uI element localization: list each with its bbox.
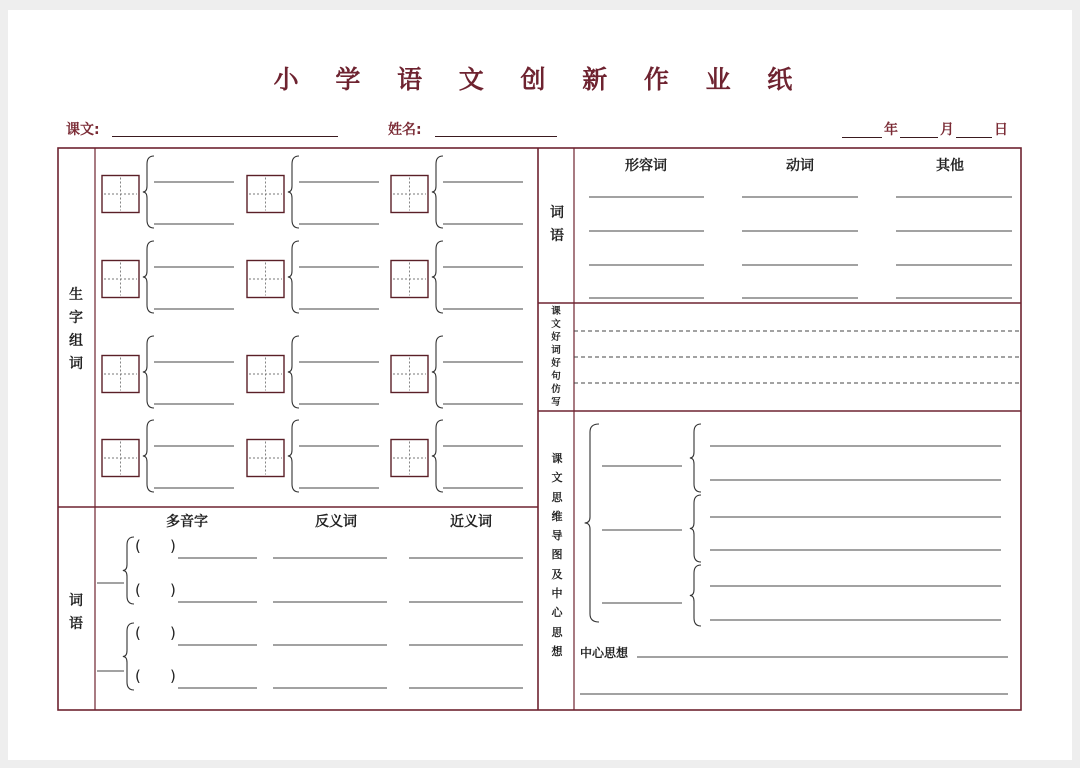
lesson-label: 课文: — [66, 122, 100, 138]
bracket-close: ) — [170, 667, 176, 685]
year-label: 年 — [884, 122, 898, 138]
month-label: 月 — [940, 122, 954, 138]
section-label-new-characters: 生 字 组 词 — [69, 287, 83, 372]
page-title: 小 学 语 文 创 新 作 业 纸 — [273, 65, 807, 94]
section-label-mind-map: 课 文 思 维 导 图 及 中 心 思 想 — [551, 452, 563, 658]
curly-brace — [143, 336, 154, 408]
bracket-open: ( — [135, 624, 141, 642]
curly-brace — [143, 420, 154, 492]
curly-brace — [690, 565, 701, 626]
bracket-close: ) — [170, 581, 176, 599]
col-adjective: 形容词 — [625, 158, 667, 174]
name-label: 姓名: — [388, 122, 422, 138]
curly-brace — [432, 156, 443, 228]
curly-brace — [123, 623, 134, 690]
col-verb: 动词 — [786, 158, 814, 174]
curly-brace — [288, 336, 299, 408]
curly-brace — [432, 336, 443, 408]
curly-brace — [585, 424, 599, 622]
central-idea-label: 中心思想 — [580, 646, 629, 660]
col-polyphone: 多音字 — [166, 514, 208, 530]
bracket-open: ( — [135, 537, 141, 555]
bracket-open: ( — [135, 581, 141, 599]
outer-frame — [58, 148, 1021, 710]
curly-brace — [143, 156, 154, 228]
curly-brace — [690, 495, 701, 562]
col-other: 其他 — [936, 158, 964, 174]
bracket-close: ) — [170, 624, 176, 642]
bracket-close: ) — [170, 537, 176, 555]
col-antonym: 反义词 — [315, 514, 357, 530]
col-synonym: 近义词 — [450, 514, 492, 530]
curly-brace — [288, 241, 299, 313]
section-label-words-left: 词 语 — [69, 593, 83, 632]
curly-brace — [123, 537, 134, 604]
day-label: 日 — [994, 122, 1008, 138]
section-label-sentence-imitation: 课 文 好 词 好 句 仿 写 — [551, 306, 561, 408]
curly-brace — [432, 241, 443, 313]
curly-brace — [288, 156, 299, 228]
curly-brace — [143, 241, 154, 313]
curly-brace — [288, 420, 299, 492]
curly-brace — [690, 424, 701, 492]
curly-brace — [432, 420, 443, 492]
section-label-words-right: 词 语 — [550, 205, 564, 244]
bracket-open: ( — [135, 667, 141, 685]
